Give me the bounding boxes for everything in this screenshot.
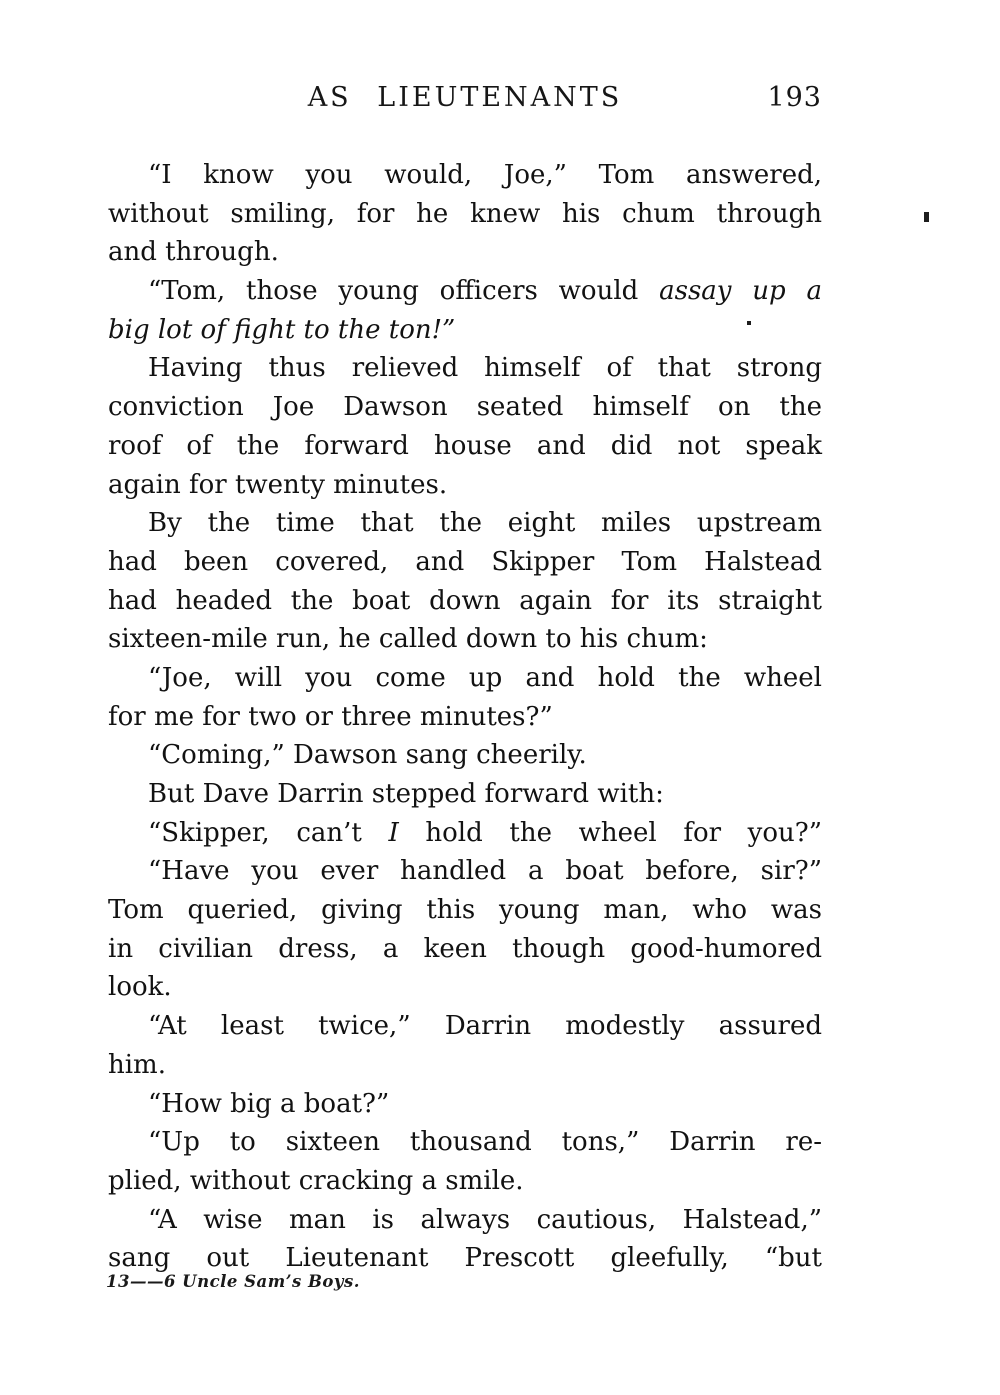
regular-text: in civilian dress, a keen though good-humored	[108, 933, 822, 964]
paragraph	[108, 852, 822, 1007]
paragraph	[108, 659, 822, 736]
paragraph	[108, 1201, 822, 1278]
text-line	[108, 930, 822, 969]
text-line	[108, 311, 822, 350]
regular-text: “A wise man is always cautious, Halstead,”	[148, 1204, 822, 1235]
regular-text: again for twenty minutes.	[108, 469, 448, 500]
text-line	[108, 1201, 822, 1240]
regular-text: “Up to sixteen thousand tons,” Darrin re-	[148, 1127, 822, 1158]
regular-text: “Tom, those young officers would	[148, 276, 660, 307]
regular-text: “How big a boat?”	[148, 1088, 390, 1119]
scan-speck	[747, 321, 751, 325]
regular-text: “Coming,” Dawson sang cheerily.	[148, 740, 587, 771]
paragraph	[108, 1085, 822, 1124]
text-line	[108, 427, 822, 466]
regular-text: plied, without cracking a smile.	[108, 1165, 524, 1196]
regular-text: and through.	[108, 237, 279, 268]
text-line	[108, 659, 822, 698]
text-line	[108, 272, 822, 311]
paragraph	[108, 736, 822, 775]
regular-text: “Have you ever handled a boat before, sir?”	[148, 856, 822, 887]
text-line	[108, 466, 822, 505]
regular-text: By the time that the eight miles upstream	[148, 508, 822, 539]
paragraph	[108, 156, 822, 272]
italic-text: assay up a	[659, 276, 822, 307]
text-line	[108, 388, 822, 427]
italic-text: big lot of fight to the ton!”	[108, 314, 456, 345]
paragraph	[108, 775, 822, 814]
scan-speck	[924, 212, 929, 222]
regular-text: hold the wheel for you?”	[398, 817, 823, 848]
text-block	[108, 156, 822, 1278]
text-line	[108, 736, 822, 775]
text-line	[108, 814, 822, 853]
regular-text: sixteen-mile run, he called down to his chum:	[108, 624, 708, 655]
text-line	[108, 1162, 822, 1201]
text-line	[108, 349, 822, 388]
text-line	[108, 504, 822, 543]
text-line	[108, 891, 822, 930]
text-line	[108, 233, 822, 272]
regular-text: look.	[108, 972, 172, 1003]
text-line	[108, 156, 822, 195]
text-line	[108, 543, 822, 582]
italic-text: I	[388, 817, 399, 848]
text-line	[108, 852, 822, 891]
regular-text: sang out Lieutenant Prescott gleefully, “but	[108, 1243, 822, 1274]
paragraph	[108, 1123, 822, 1200]
text-line	[108, 698, 822, 737]
text-line	[108, 1007, 822, 1046]
text-line	[108, 968, 822, 1007]
regular-text: roof of the forward house and did not speak	[108, 430, 822, 461]
regular-text: “At least twice,” Darrin modestly assured	[148, 1011, 822, 1042]
paragraph	[108, 1007, 822, 1084]
text-line	[108, 620, 822, 659]
page-number: 193	[767, 82, 822, 113]
regular-text: conviction Joe Dawson seated himself on the	[108, 392, 822, 423]
text-line	[108, 1046, 822, 1085]
page-header	[108, 82, 822, 116]
text-line	[108, 582, 822, 621]
regular-text: for me for two or three minutes?”	[108, 701, 553, 732]
paragraph	[108, 272, 822, 349]
regular-text: “Skipper, can’t	[148, 817, 389, 848]
regular-text: had headed the boat down again for its straight	[108, 585, 822, 616]
regular-text: him.	[108, 1049, 166, 1080]
text-line	[108, 775, 822, 814]
text-line	[108, 1085, 822, 1124]
paragraph	[108, 349, 822, 504]
regular-text: “I know you would, Joe,” Tom answered,	[148, 160, 822, 190]
regular-text: had been covered, and Skipper Tom Halstead	[108, 546, 822, 577]
regular-text: “Joe, will you come up and hold the wheel	[148, 662, 822, 693]
regular-text: without smiling, for he knew his chum through	[108, 198, 822, 229]
paragraph	[108, 814, 822, 853]
text-line	[108, 1123, 822, 1162]
printers-signature: 13——6 Uncle Sam’s Boys.	[106, 1272, 361, 1291]
regular-text: But Dave Darrin stepped forward with:	[148, 779, 664, 809]
regular-text: Having thus relieved himself of that strong	[148, 353, 822, 384]
text-line	[108, 195, 822, 234]
running-title: AS LIEUTENANTS	[307, 82, 623, 113]
regular-text: Tom queried, giving this young man, who was	[108, 895, 822, 926]
paragraph	[108, 504, 822, 659]
